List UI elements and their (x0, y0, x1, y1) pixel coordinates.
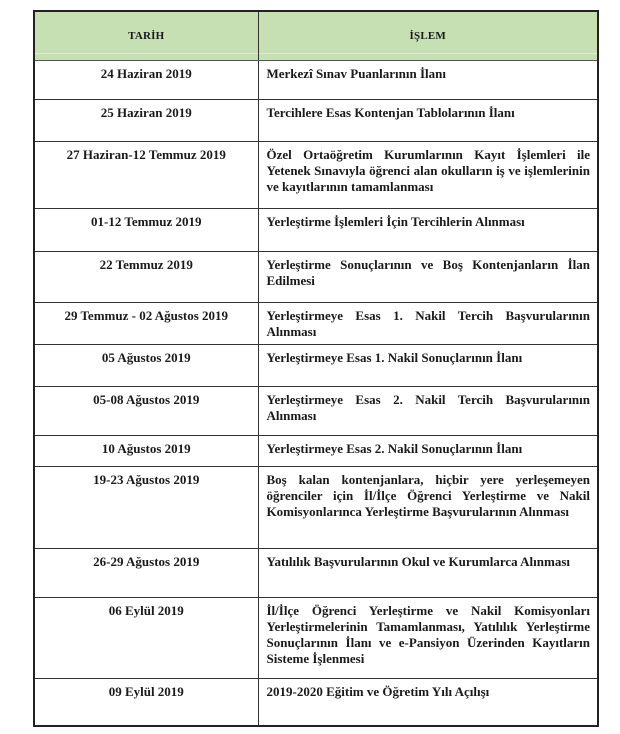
date-cell: 10 Ağustos 2019 (34, 436, 258, 467)
operation-cell: Boş kalan kontenjanlara, hiçbir yere yerleşemeyen öğrenciler için İl/İlçe Öğrenci Yerleştirme ve Nakil Komisyonlarınca Yerleştirme Başvurularının Alınması (258, 467, 598, 549)
operation-cell: 2019-2020 Eğitim ve Öğretim Yılı Açılışı (258, 679, 598, 727)
date-cell: 06 Eylül 2019 (34, 598, 258, 679)
table-row (34, 387, 598, 436)
date-cell: 19-23 Ağustos 2019 (34, 467, 258, 549)
table-row (34, 436, 598, 467)
date-cell: 01-12 Temmuz 2019 (34, 209, 258, 252)
table-row (34, 100, 598, 142)
table-row (34, 679, 598, 727)
operation-cell: Yatılılık Başvurularının Okul ve Kurumlarca Alınması (258, 549, 598, 598)
operation-cell: Yerleştirmeye Esas 2. Nakil Tercih Başvurularının Alınması (258, 387, 598, 436)
schedule-table (33, 10, 599, 727)
table-row (34, 467, 598, 549)
date-cell: 25 Haziran 2019 (34, 100, 258, 142)
table-row (34, 598, 598, 679)
column-header-operation (258, 11, 598, 61)
date-cell: 05 Ağustos 2019 (34, 345, 258, 387)
operation-cell: Yerleştirmeye Esas 1. Nakil Tercih Başvurularının Alınması (258, 303, 598, 345)
table-row (34, 303, 598, 345)
date-cell: 29 Temmuz - 02 Ağustos 2019 (34, 303, 258, 345)
operation-cell: Yerleştirme Sonuçlarının ve Boş Kontenjanların İlan Edilmesi (258, 252, 598, 303)
operation-cell: Yerleştirme İşlemleri İçin Tercihlerin Alınması (258, 209, 598, 252)
date-cell: 22 Temmuz 2019 (34, 252, 258, 303)
date-cell: 27 Haziran-12 Temmuz 2019 (34, 142, 258, 209)
operation-cell: Tercihlere Esas Kontenjan Tablolarının İlanı (258, 100, 598, 142)
column-header-date (34, 11, 258, 61)
operation-cell: Yerleştirmeye Esas 2. Nakil Sonuçlarının İlanı (258, 436, 598, 467)
table-row (34, 345, 598, 387)
date-cell: 09 Eylül 2019 (34, 679, 258, 727)
table-row (34, 142, 598, 209)
table-header-row (34, 11, 598, 61)
operation-cell: Özel Ortaöğretim Kurumlarının Kayıt İşlemleri ile Yetenek Sınavıyla öğrenci alan okulların iş ve işlemlerinin ve kayıtlarının tamamlanması (258, 142, 598, 209)
date-cell: 26-29 Ağustos 2019 (34, 549, 258, 598)
table-row (34, 61, 598, 100)
column-header-date-label: TARİH (128, 30, 165, 42)
operation-cell: İl/İlçe Öğrenci Yerleştirme ve Nakil Komisyonları Yerleştirmelerinin Tamamlanması, Yatılılık Yerleştirme Sonuçlarının İlanı ve e-Pansiyon Üzerinden Kayıtların Sisteme İşlenmesi (258, 598, 598, 679)
operation-cell: Yerleştirmeye Esas 1. Nakil Sonuçlarının İlanı (258, 345, 598, 387)
table-row (34, 252, 598, 303)
table-row (34, 549, 598, 598)
table-row (34, 209, 598, 252)
operation-cell: Merkezî Sınav Puanlarının İlanı (258, 61, 598, 100)
header-divider-line (35, 53, 258, 54)
header-divider-line (259, 53, 598, 54)
column-header-operation-label: İŞLEM (409, 30, 446, 42)
date-cell: 24 Haziran 2019 (34, 61, 258, 100)
date-cell: 05-08 Ağustos 2019 (34, 387, 258, 436)
